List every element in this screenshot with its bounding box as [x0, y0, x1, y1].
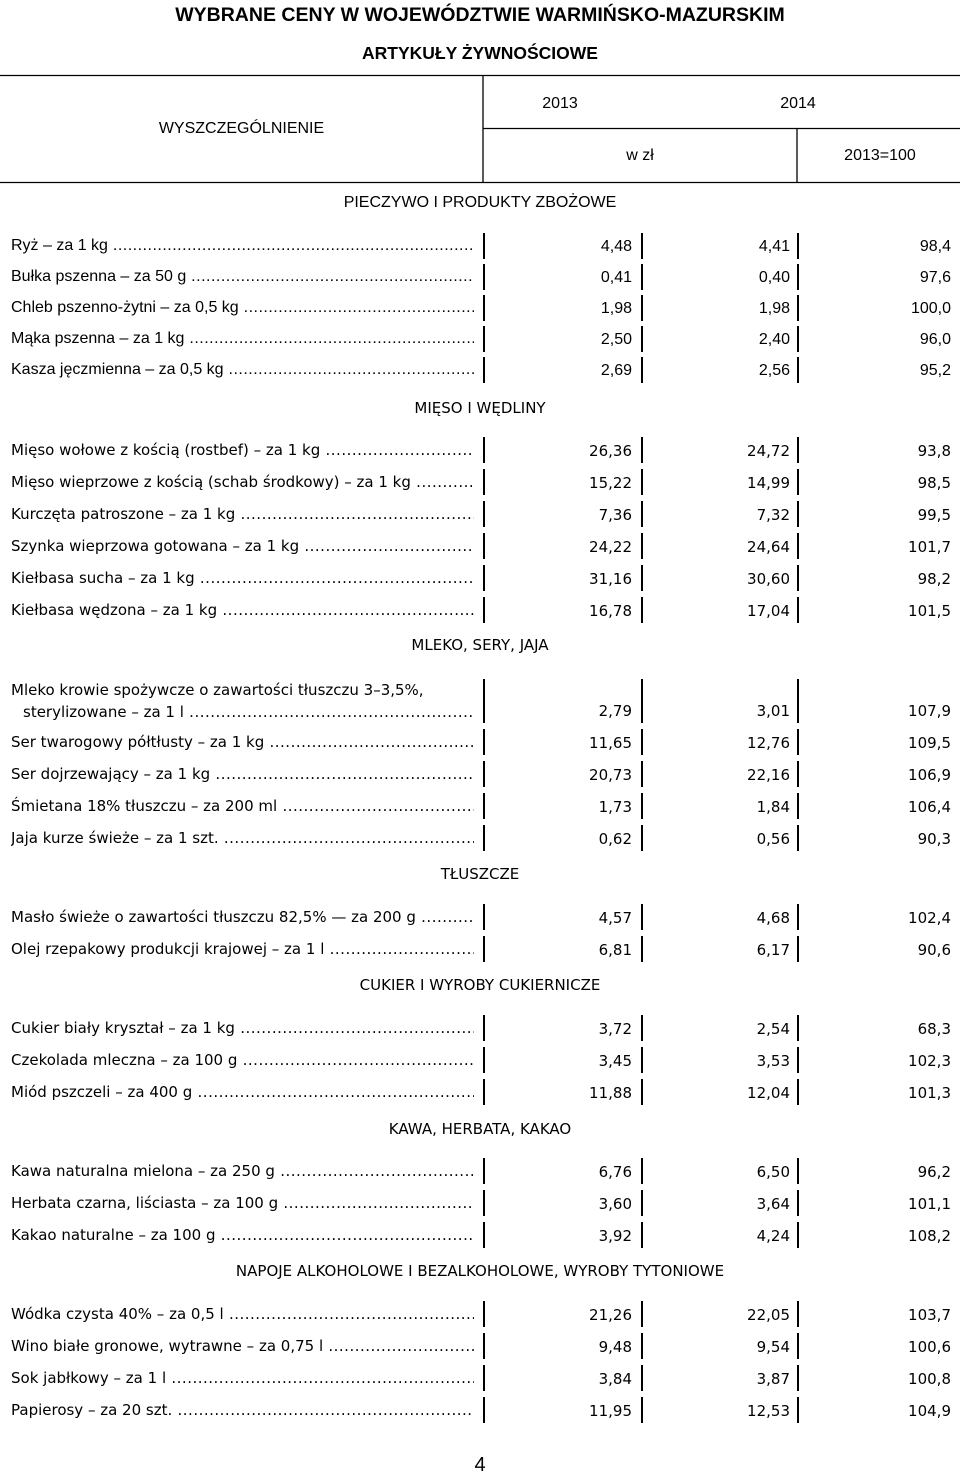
column-separator [483, 264, 485, 290]
section-title: MIĘSO I WĘDLINY [414, 399, 546, 417]
index-value: 101,7 [908, 538, 951, 556]
column-separator [641, 1333, 643, 1359]
column-separator [797, 1158, 799, 1184]
column-separator [641, 597, 643, 623]
table-row [0, 501, 960, 529]
value-2013: 4,57 [598, 909, 632, 927]
column-separator [483, 1079, 485, 1105]
column-separator [483, 501, 485, 527]
column-separator [483, 357, 485, 383]
row-label: Masło świeże o zawartości tłuszczu 82,5% — za 200 g ..... [11, 906, 474, 930]
value-2014: 2,54 [756, 1020, 790, 1038]
column-separator [797, 469, 799, 495]
section-title: KAWA, HERBATA, KAKAO [388, 1120, 572, 1138]
value-2014: 30,60 [747, 570, 790, 588]
table-row [0, 1301, 960, 1329]
column-separator [797, 1365, 799, 1391]
column-separator [483, 1397, 485, 1423]
column-separator [483, 1333, 485, 1359]
column-separator [797, 1015, 799, 1041]
column-separator [797, 679, 799, 723]
value-2014: 17,04 [747, 602, 790, 620]
column-header-unit: w zł [626, 147, 654, 164]
table-row [0, 1079, 960, 1107]
value-2014: 0,40 [758, 269, 790, 286]
index-value: 99,5 [917, 506, 951, 524]
column-separator [641, 904, 643, 930]
table-row [0, 793, 960, 821]
value-2013: 2,79 [598, 702, 632, 720]
value-2013: 31,16 [589, 570, 632, 588]
row-label: Chleb pszenno-żytni – za 0,5 kg ..... [11, 297, 474, 321]
index-value: 96,0 [919, 331, 951, 348]
column-separator [797, 295, 799, 321]
column-separator [483, 825, 485, 851]
column-separator [797, 1333, 799, 1359]
index-value: 90,6 [917, 941, 951, 959]
value-2014: 1,84 [756, 798, 790, 816]
row-label: Cukier biały kryształ – za 1 kg ..... [11, 1017, 474, 1041]
column-separator [483, 729, 485, 755]
column-header-index: 2013=100 [844, 147, 916, 164]
column-separator [641, 565, 643, 591]
row-label: Wino białe gronowe, wytrawne – za 0,75 l ..... [11, 1335, 474, 1359]
value-2013: 24,22 [589, 538, 632, 556]
index-value: 106,9 [908, 766, 951, 784]
column-separator [641, 793, 643, 819]
value-2014: 2,56 [758, 362, 790, 379]
column-separator [641, 326, 643, 352]
value-2014: 3,01 [756, 702, 790, 720]
index-value: 90,3 [917, 830, 951, 848]
column-separator [641, 295, 643, 321]
value-2014: 4,24 [756, 1227, 790, 1245]
index-value: 93,8 [917, 442, 951, 460]
index-value: 98,4 [919, 238, 951, 255]
column-separator [483, 1190, 485, 1216]
value-2013: 6,81 [598, 941, 632, 959]
value-2014: 22,16 [747, 766, 790, 784]
column-separator [797, 825, 799, 851]
column-separator [797, 1301, 799, 1327]
column-separator [641, 1190, 643, 1216]
column-separator [641, 501, 643, 527]
row-label: Kasza jęczmienna – za 0,5 kg ..... [11, 359, 474, 383]
row-label: Czekolada mleczna – za 100 g ..... [11, 1049, 474, 1073]
value-2013: 4,48 [600, 238, 632, 255]
value-2014: 4,68 [756, 909, 790, 927]
row-label: Ryż – za 1 kg ..... [11, 235, 474, 259]
column-separator [641, 679, 643, 723]
section-title: PIECZYWO I PRODUKTY ZBOŻOWE [343, 194, 617, 211]
row-label: Szynka wieprzowa gotowana – za 1 kg ..... [11, 535, 474, 559]
column-separator [641, 1365, 643, 1391]
row-label [11, 679, 474, 723]
column-separator [483, 565, 485, 591]
index-value: 98,2 [917, 570, 951, 588]
table-row [0, 295, 960, 323]
column-separator [797, 904, 799, 930]
index-value: 100,0 [910, 300, 951, 317]
column-separator [641, 825, 643, 851]
column-separator [483, 533, 485, 559]
index-value: 102,4 [908, 909, 951, 927]
column-separator [483, 1365, 485, 1391]
column-header-label: WYSZCZEGÓLNIENIE [158, 120, 325, 137]
index-value: 102,3 [908, 1052, 951, 1070]
index-value: 96,2 [917, 1163, 951, 1181]
row-label: Jaja kurze świeże – za 1 szt. ..... [11, 827, 474, 851]
table-row [0, 264, 960, 292]
page-subtitle: ARTYKUŁY ŻYWNOŚCIOWE [362, 43, 598, 63]
value-2013: 3,84 [598, 1370, 632, 1388]
table-row [0, 437, 960, 465]
value-2014: 6,50 [756, 1163, 790, 1181]
value-2014: 0,56 [756, 830, 790, 848]
column-separator [641, 1222, 643, 1248]
table-row [0, 565, 960, 593]
row-label: Kakao naturalne – za 100 g ..... [11, 1224, 474, 1248]
column-separator [641, 357, 643, 383]
column-separator [483, 1301, 485, 1327]
column-header-2014: 2014 [780, 95, 816, 112]
index-value: 107,9 [908, 702, 951, 720]
column-separator [797, 357, 799, 383]
column-separator [641, 936, 643, 962]
index-value: 103,7 [908, 1306, 951, 1324]
value-2013: 20,73 [589, 766, 632, 784]
column-separator [797, 533, 799, 559]
row-label: Miód pszczeli – za 400 g ..... [11, 1081, 474, 1105]
column-separator [797, 1079, 799, 1105]
value-2013: 1,73 [598, 798, 632, 816]
row-label: Ser dojrzewający – za 1 kg ..... [11, 763, 474, 787]
table-row [0, 1190, 960, 1218]
table-row [0, 761, 960, 789]
column-separator [483, 326, 485, 352]
column-separator [797, 1047, 799, 1073]
index-value: 101,5 [908, 602, 951, 620]
column-header-2013: 2013 [542, 95, 578, 112]
value-2013: 11,65 [589, 734, 632, 752]
table-row [0, 825, 960, 853]
value-2014: 4,41 [758, 238, 790, 255]
index-value: 109,5 [908, 734, 951, 752]
value-2014: 3,64 [756, 1195, 790, 1213]
column-separator [797, 1397, 799, 1423]
table-row [0, 1222, 960, 1250]
value-2013: 3,72 [598, 1020, 632, 1038]
section-title: NAPOJE ALKOHOLOWE I BEZALKOHOLOWE, WYROBY TYTONIOWE [235, 1262, 725, 1280]
row-label: Papierosy – za 20 szt. ..... [11, 1399, 474, 1423]
table-row [0, 1158, 960, 1186]
row-label: Mięso wołowe z kością (rostbef) – za 1 kg ..... [11, 439, 474, 463]
row-label: Herbata czarna, liściasta – za 100 g ..... [11, 1192, 474, 1216]
value-2013: 0,41 [600, 269, 632, 286]
row-label: Mięso wieprzowe z kością (schab środkowy) – za 1 kg ..... [11, 471, 474, 495]
value-2014: 12,76 [747, 734, 790, 752]
table-row [0, 469, 960, 497]
column-separator [797, 501, 799, 527]
column-separator [483, 1047, 485, 1073]
value-2014: 2,40 [758, 331, 790, 348]
column-separator [797, 936, 799, 962]
value-2013: 15,22 [589, 474, 632, 492]
value-2014: 22,05 [747, 1306, 790, 1324]
row-label: Kurczęta patroszone – za 1 kg ..... [11, 503, 474, 527]
index-value: 101,3 [908, 1084, 951, 1102]
value-2013: 21,26 [589, 1306, 632, 1324]
table-row [0, 1397, 960, 1425]
value-2014: 1,98 [758, 300, 790, 317]
column-separator [641, 264, 643, 290]
value-2013: 26,36 [589, 442, 632, 460]
value-2014: 12,04 [747, 1084, 790, 1102]
value-2013: 3,60 [598, 1195, 632, 1213]
row-label: Kiełbasa wędzona – za 1 kg ..... [11, 599, 474, 623]
value-2013: 2,50 [600, 331, 632, 348]
column-separator [797, 565, 799, 591]
column-separator [483, 1015, 485, 1041]
value-2013: 0,62 [598, 830, 632, 848]
row-label: Olej rzepakowy produkcji krajowej – za 1 l ..... [11, 938, 474, 962]
column-separator [641, 761, 643, 787]
column-separator [797, 326, 799, 352]
value-2013: 3,45 [598, 1052, 632, 1070]
row-label: Ser twarogowy półtłusty – za 1 kg ..... [11, 731, 474, 755]
column-separator [797, 793, 799, 819]
index-value: 68,3 [917, 1020, 951, 1038]
page-number: 4 [474, 1454, 486, 1476]
column-separator [797, 597, 799, 623]
table-row [0, 1015, 960, 1043]
row-label-line-1: Mleko krowie spożywcze o zawartości tłuszczu 3–3,5%, [11, 681, 424, 699]
column-separator [483, 793, 485, 819]
index-value: 108,2 [908, 1227, 951, 1245]
value-2014: 3,53 [756, 1052, 790, 1070]
column-separator [797, 437, 799, 463]
value-2014: 24,64 [747, 538, 790, 556]
column-separator [797, 264, 799, 290]
value-2013: 11,95 [589, 1402, 632, 1420]
index-value: 101,1 [908, 1195, 951, 1213]
column-separator [641, 729, 643, 755]
value-2013: 7,36 [598, 506, 632, 524]
column-separator [641, 533, 643, 559]
column-separator [797, 233, 799, 259]
row-label: Bułka pszenna – za 50 g ..... [11, 266, 474, 290]
row-label-line-2: sterylizowane – za 1 l ..... [11, 701, 474, 723]
column-separator [641, 1397, 643, 1423]
index-value: 97,6 [919, 269, 951, 286]
column-separator [797, 1222, 799, 1248]
table-row [0, 326, 960, 354]
column-separator [483, 295, 485, 321]
value-2013: 16,78 [589, 602, 632, 620]
column-separator [483, 904, 485, 930]
row-label: Śmietana 18% tłuszczu – za 200 ml ..... [11, 795, 474, 819]
table-row [0, 233, 960, 261]
column-separator [641, 1015, 643, 1041]
table-row [0, 677, 960, 725]
section-title: TŁUSZCZE [440, 865, 520, 883]
row-label: Mąka pszenna – za 1 kg ..... [11, 328, 474, 352]
column-separator [641, 437, 643, 463]
column-separator [641, 469, 643, 495]
index-value: 100,8 [908, 1370, 951, 1388]
value-2014: 3,87 [756, 1370, 790, 1388]
column-separator [483, 936, 485, 962]
table-row [0, 597, 960, 625]
column-separator [483, 597, 485, 623]
row-label: Kawa naturalna mielona – za 250 g ..... [11, 1160, 474, 1184]
value-2014: 7,32 [756, 506, 790, 524]
value-2014: 14,99 [747, 474, 790, 492]
value-2014: 12,53 [747, 1402, 790, 1420]
table-row [0, 904, 960, 932]
value-2014: 6,17 [756, 941, 790, 959]
table-row [0, 1365, 960, 1393]
row-label: Kiełbasa sucha – za 1 kg ..... [11, 567, 474, 591]
value-2013: 2,69 [600, 362, 632, 379]
column-separator [641, 233, 643, 259]
column-separator [797, 761, 799, 787]
section-title: CUKIER I WYROBY CUKIERNICZE [359, 976, 601, 994]
table-row [0, 1047, 960, 1075]
value-2013: 3,92 [598, 1227, 632, 1245]
value-2013: 1,98 [600, 300, 632, 317]
value-2013: 9,48 [598, 1338, 632, 1356]
column-separator [797, 729, 799, 755]
column-separator [797, 1190, 799, 1216]
column-separator [641, 1301, 643, 1327]
row-label: Sok jabłkowy – za 1 l ..... [11, 1367, 474, 1391]
value-2013: 11,88 [589, 1084, 632, 1102]
table-row [0, 729, 960, 757]
column-separator [483, 1158, 485, 1184]
row-label: Wódka czysta 40% – za 0,5 l ..... [11, 1303, 474, 1327]
column-separator [483, 469, 485, 495]
column-separator [483, 437, 485, 463]
index-value: 104,9 [908, 1402, 951, 1420]
column-separator [641, 1079, 643, 1105]
table-row [0, 1333, 960, 1361]
table-row [0, 936, 960, 964]
column-separator [483, 761, 485, 787]
index-value: 98,5 [917, 474, 951, 492]
value-2013: 6,76 [598, 1163, 632, 1181]
value-2014: 9,54 [756, 1338, 790, 1356]
value-2014: 24,72 [747, 442, 790, 460]
index-value: 100,6 [908, 1338, 951, 1356]
section-title: MLEKO, SERY, JAJA [411, 636, 549, 654]
index-value: 106,4 [908, 798, 951, 816]
page-title: WYBRANE CENY W WOJEWÓDZTWIE WARMIŃSKO-MAZURSKIM [175, 4, 785, 26]
column-separator [641, 1047, 643, 1073]
table-row [0, 357, 960, 385]
column-separator [641, 1158, 643, 1184]
column-separator [483, 233, 485, 259]
column-separator [483, 1222, 485, 1248]
index-value: 95,2 [919, 362, 951, 379]
column-separator [483, 679, 485, 723]
table-row [0, 533, 960, 561]
